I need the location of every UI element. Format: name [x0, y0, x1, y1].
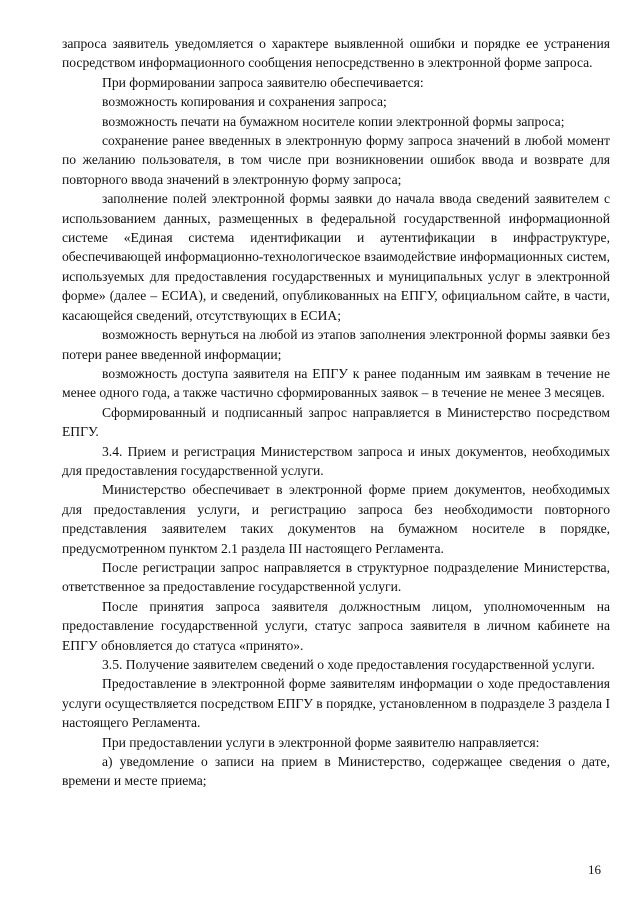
document-body [62, 34, 610, 791]
paragraph: Предоставление в электронной форме заявителям информации о ходе предоставления услуги осуществляется посредством ЕПГУ в порядке, установленном в подразделе 3 раздела I настоящего Регламента. [62, 676, 610, 731]
paragraph: запроса заявитель уведомляется о характере выявленной ошибки и порядке ее устранения посредством информационного сообщения непосредственно в электронной форме запроса. [62, 36, 610, 71]
paragraph: возможность вернуться на любой из этапов заполнения электронной формы заявки без потери ранее введенной информации; [62, 327, 610, 362]
paragraph: После принятия запроса заявителя должностным лицом, уполномоченным на предоставление государственной услуги, статус запроса заявителя в личном кабинете на ЕПГУ обновляется до статуса «принято». [62, 598, 610, 653]
paragraph: После регистрации запрос направляется в структурное подразделение Министерства, ответственное за предоставление государственной услуги. [62, 559, 610, 595]
section-heading: 3.4. Прием и регистрация Министерством запроса и иных документов, необходимых для предоставления государственной услуги. [62, 443, 610, 478]
paragraph: возможность копирования и сохранения запроса; [102, 94, 387, 110]
paragraph: заполнение полей электронной формы заявки до начала ввода сведений заявителем с использованием данных, размещенных в федеральной государственной информационной системе «Единая система идентификации и аутентификации в инфраструктуре, обеспечивающей информационно-технологическое взаимодействие информационных систем, используемых для предоставления государственных и муниципальных услуг в электронной форме» (далее – ЕСИА), и сведений, опубликованных на ЕПГУ, официальном сайте, в части, касающейся сведений, отсутствующих в ЕСИА; [62, 191, 610, 323]
paragraph: возможность печати на бумажном носителе копии электронной формы запроса; [102, 113, 565, 129]
section-heading: 3.5. Получение заявителем сведений о ходе предоставления государственной услуги. [102, 657, 595, 672]
paragraph: сохранение ранее введенных в электронную форму запроса значений в любой момент по желанию пользователя, в том числе при возникновении ошибок ввода и возврате для повторного ввода значений в электронную форму запроса; [62, 133, 610, 187]
paragraph: возможность доступа заявителя на ЕПГУ к ранее поданным им заявкам в течение не менее одного года, а также частично сформированных заявок – в течение не менее 3 месяцев. [62, 365, 610, 401]
paragraph: а) уведомление о записи на прием в Министерство, содержащее сведения о дате, времени и месте приема; [62, 754, 610, 789]
paragraph: Сформированный и подписанный запрос направляется в Министерство посредством ЕПГУ. [62, 404, 610, 440]
paragraph: При предоставлении услуги в электронной форме заявителю направляется: [102, 734, 540, 750]
paragraph: Министерство обеспечивает в электронной форме прием документов, необходимых для предоставления услуги, и регистрацию запроса без необходимости повторного представления заявителем таких документов на бумажном носителе в порядке, предусмотренном пунктом 2.1 раздела III настоящего Регламента. [62, 482, 610, 556]
paragraph: При формировании запроса заявителю обеспечивается: [102, 74, 424, 90]
page-number: 16 [588, 862, 601, 877]
